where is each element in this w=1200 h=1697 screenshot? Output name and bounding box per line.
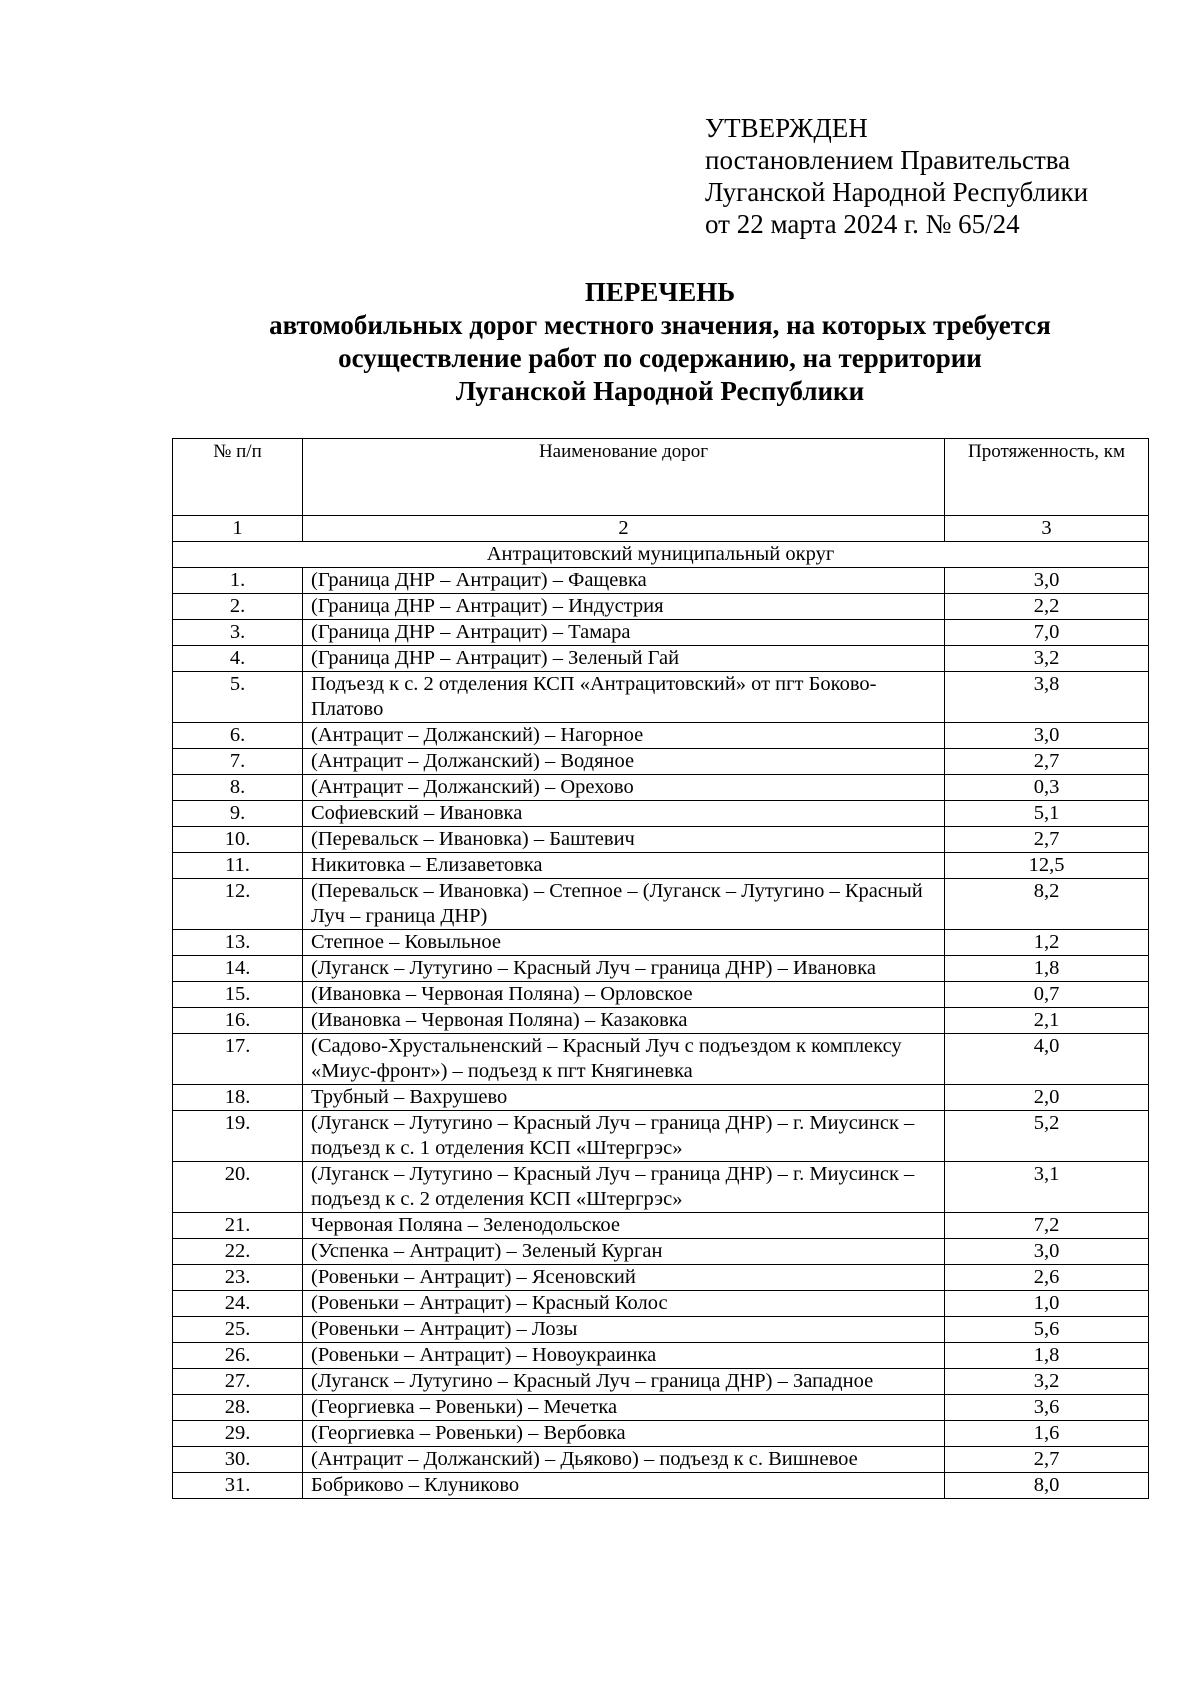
road-length: 5,6 (945, 1317, 1149, 1343)
road-name: (Луганск – Лутугино – Красный Луч – граница ДНР) – г. Миусинск – подъезд к с. 2 отделения КСП «Штергрэс» (303, 1162, 945, 1213)
row-number: 26. (173, 1343, 303, 1369)
row-number: 27. (173, 1369, 303, 1395)
road-name: (Садово-Хрустальненский – Красный Луч с подъездом к комплексу «Миус-фронт») – подъезд к пгт Княгиневка (303, 1034, 945, 1085)
column-header-number: № п/п (173, 439, 303, 516)
road-name: Бобриково – Клуниково (303, 1473, 945, 1499)
road-name: (Успенка – Антрацит) – Зеленый Курган (303, 1239, 945, 1265)
column-header-length: Протяженность, км (945, 439, 1149, 516)
road-name: (Перевальск – Ивановка) – Баштевич (303, 827, 945, 853)
table-row (173, 1473, 1149, 1499)
road-name: (Граница ДНР – Антрацит) – Зеленый Гай (303, 646, 945, 672)
road-length: 1,2 (945, 930, 1149, 956)
road-name: Подъезд к с. 2 отделения КСП «Антрацитовский» от пгт Боково-Платово (303, 672, 945, 723)
table-row (173, 1291, 1149, 1317)
road-length: 1,0 (945, 1291, 1149, 1317)
table-row (173, 1213, 1149, 1239)
row-number: 19. (173, 1111, 303, 1162)
row-number: 7. (173, 749, 303, 775)
row-number: 11. (173, 853, 303, 879)
row-number: 5. (173, 672, 303, 723)
road-name: (Граница ДНР – Антрацит) – Фащевка (303, 568, 945, 594)
road-length: 12,5 (945, 853, 1149, 879)
road-name: (Ровеньки – Антрацит) – Красный Колос (303, 1291, 945, 1317)
row-number: 4. (173, 646, 303, 672)
table-row (173, 853, 1149, 879)
title-line: ПЕРЕЧЕНЬ (584, 277, 736, 307)
road-length: 3,0 (945, 723, 1149, 749)
column-numbers-row (173, 516, 1149, 542)
row-number: 13. (173, 930, 303, 956)
road-name: (Ровеньки – Антрацит) – Ясеновский (303, 1265, 945, 1291)
table-row (173, 956, 1149, 982)
row-number: 15. (173, 982, 303, 1008)
road-length: 5,1 (945, 801, 1149, 827)
table-row (173, 879, 1149, 930)
row-number: 24. (173, 1291, 303, 1317)
row-number: 3. (173, 620, 303, 646)
table-row (173, 1317, 1149, 1343)
road-name: (Антрацит – Должанский) – Нагорное (303, 723, 945, 749)
row-number: 6. (173, 723, 303, 749)
column-number: 1 (173, 516, 303, 542)
column-number: 3 (945, 516, 1149, 542)
road-length: 7,2 (945, 1213, 1149, 1239)
table-row (173, 1034, 1149, 1085)
table-row (173, 1265, 1149, 1291)
row-number: 21. (173, 1213, 303, 1239)
road-name: Трубный – Вахрушево (303, 1085, 945, 1111)
road-length: 0,7 (945, 982, 1149, 1008)
row-number: 22. (173, 1239, 303, 1265)
table-row (173, 1008, 1149, 1034)
road-length: 7,0 (945, 620, 1149, 646)
row-number: 29. (173, 1421, 303, 1447)
table-row (173, 827, 1149, 853)
road-length: 3,2 (945, 646, 1149, 672)
table-row (173, 1085, 1149, 1111)
column-header-name: Наименование дорог (303, 439, 945, 516)
title-line: Луганской Народной Республики (455, 376, 865, 406)
section-title: Антрацитовский муниципальный округ (173, 542, 1149, 568)
table-row (173, 1369, 1149, 1395)
approval-date: от 22 марта 2024 г. № 65/24 (705, 209, 1020, 239)
table-row (173, 930, 1149, 956)
road-name: Червоная Поляна – Зеленодольское (303, 1213, 945, 1239)
row-number: 10. (173, 827, 303, 853)
table-row (173, 646, 1149, 672)
road-length: 1,8 (945, 1343, 1149, 1369)
table-row (173, 775, 1149, 801)
row-number: 9. (173, 801, 303, 827)
road-name: (Ровеньки – Антрацит) – Лозы (303, 1317, 945, 1343)
road-length: 8,0 (945, 1473, 1149, 1499)
road-name: (Ивановка – Червоная Поляна) – Казаковка (303, 1008, 945, 1034)
approval-heading: УТВЕРЖДЕН (705, 113, 868, 143)
row-number: 31. (173, 1473, 303, 1499)
row-number: 16. (173, 1008, 303, 1034)
roads-table (172, 438, 1149, 1499)
road-name: (Антрацит – Должанский) – Дьяково) – подъезд к с. Вишневое (303, 1447, 945, 1473)
title-line: автомобильных дорог местного значения, на которых требуется (269, 310, 1051, 340)
row-number: 8. (173, 775, 303, 801)
road-length: 2,1 (945, 1008, 1149, 1034)
road-length: 3,6 (945, 1395, 1149, 1421)
road-length: 2,7 (945, 1447, 1149, 1473)
row-number: 14. (173, 956, 303, 982)
row-number: 25. (173, 1317, 303, 1343)
table-row (173, 801, 1149, 827)
row-number: 1. (173, 568, 303, 594)
road-name: (Ровеньки – Антрацит) – Новоукраинка (303, 1343, 945, 1369)
table-row (173, 1111, 1149, 1162)
road-name: (Луганск – Лутугино – Красный Луч – граница ДНР) – Ивановка (303, 956, 945, 982)
table-header-row (173, 439, 1149, 516)
road-length: 2,2 (945, 594, 1149, 620)
table-row (173, 568, 1149, 594)
row-number: 28. (173, 1395, 303, 1421)
section-row (173, 542, 1149, 568)
road-name: (Граница ДНР – Антрацит) – Индустрия (303, 594, 945, 620)
road-length: 3,1 (945, 1162, 1149, 1213)
road-name: (Антрацит – Должанский) – Орехово (303, 775, 945, 801)
road-length: 5,2 (945, 1111, 1149, 1162)
table-row (173, 1421, 1149, 1447)
approval-stamp (705, 112, 1088, 240)
table-row (173, 723, 1149, 749)
row-number: 17. (173, 1034, 303, 1085)
table-row (173, 1447, 1149, 1473)
row-number: 12. (173, 879, 303, 930)
table-row (173, 1239, 1149, 1265)
table-row (173, 594, 1149, 620)
road-name: (Георгиевка – Ровеньки) – Мечетка (303, 1395, 945, 1421)
table-row (173, 749, 1149, 775)
row-number: 2. (173, 594, 303, 620)
road-name: (Граница ДНР – Антрацит) – Тамара (303, 620, 945, 646)
road-name: (Георгиевка – Ровеньки) – Вербовка (303, 1421, 945, 1447)
approval-line: постановлением Правительства (705, 145, 1071, 175)
road-length: 0,3 (945, 775, 1149, 801)
road-length: 4,0 (945, 1034, 1149, 1085)
road-name: (Луганск – Лутугино – Красный Луч – граница ДНР) – г. Миусинск – подъезд к с. 1 отделения КСП «Штергрэс» (303, 1111, 945, 1162)
document-title (0, 276, 1200, 408)
road-length: 2,7 (945, 827, 1149, 853)
road-name: Никитовка – Елизаветовка (303, 853, 945, 879)
table-row (173, 982, 1149, 1008)
road-name: Софиевский – Ивановка (303, 801, 945, 827)
road-length: 3,0 (945, 568, 1149, 594)
column-number: 2 (303, 516, 945, 542)
road-length: 2,6 (945, 1265, 1149, 1291)
road-name: (Перевальск – Ивановка) – Степное – (Луганск – Лутугино – Красный Луч – граница ДНР) (303, 879, 945, 930)
row-number: 23. (173, 1265, 303, 1291)
table-row (173, 672, 1149, 723)
road-length: 1,6 (945, 1421, 1149, 1447)
road-name: (Луганск – Лутугино – Красный Луч – граница ДНР) – Западное (303, 1369, 945, 1395)
title-line: осуществление работ по содержанию, на территории (338, 343, 982, 373)
road-name: Степное – Ковыльное (303, 930, 945, 956)
approval-line: Луганской Народной Республики (705, 177, 1089, 207)
road-length: 3,8 (945, 672, 1149, 723)
table-row (173, 620, 1149, 646)
road-length: 1,8 (945, 956, 1149, 982)
road-length: 2,0 (945, 1085, 1149, 1111)
road-length: 2,7 (945, 749, 1149, 775)
table-row (173, 1162, 1149, 1213)
road-length: 3,2 (945, 1369, 1149, 1395)
road-name: (Антрацит – Должанский) – Водяное (303, 749, 945, 775)
road-length: 8,2 (945, 879, 1149, 930)
table-row (173, 1343, 1149, 1369)
row-number: 30. (173, 1447, 303, 1473)
row-number: 20. (173, 1162, 303, 1213)
row-number: 18. (173, 1085, 303, 1111)
road-name: (Ивановка – Червоная Поляна) – Орловское (303, 982, 945, 1008)
road-length: 3,0 (945, 1239, 1149, 1265)
table-row (173, 1395, 1149, 1421)
